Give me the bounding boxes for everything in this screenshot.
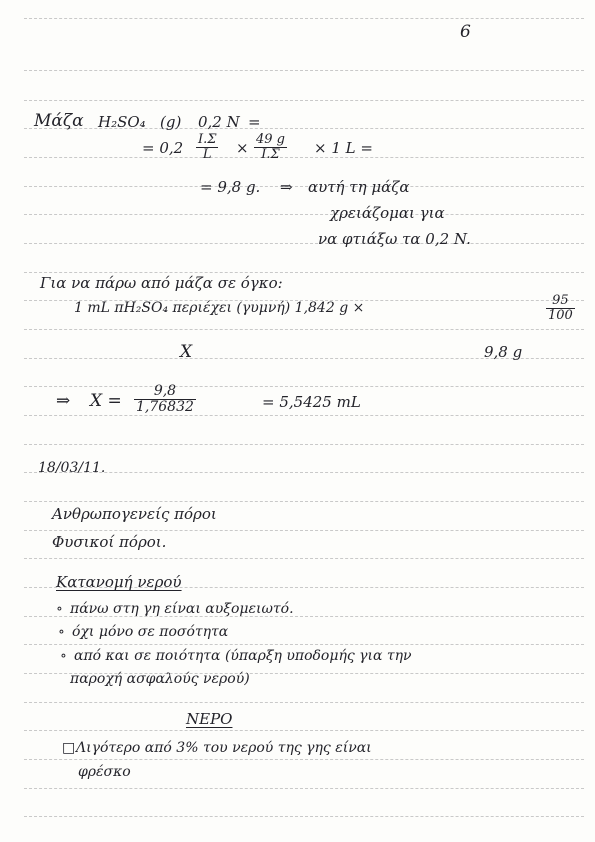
ruled-line [24, 70, 584, 71]
fraction-purity [546, 294, 575, 322]
water-statement: Λιγότερο από 3% του νερού της γης είναι [76, 740, 372, 756]
ruled-line [24, 386, 584, 387]
volume-question: Για να πάρω από μάζα σε όγκο: [40, 274, 283, 292]
date: 18/03/11. [38, 460, 106, 476]
fraction-denominator: 100 [548, 307, 573, 323]
note-line-2: χρειάζομαι για [330, 204, 445, 222]
note-line-1: αυτή τη μάζα [308, 178, 410, 196]
times-sign: × [236, 139, 249, 157]
resource-item: Φυσικοί πόροι. [52, 533, 167, 551]
fraction-numerator: 49 g [256, 132, 285, 147]
ruled-line [24, 501, 584, 502]
implies-arrow: ⇒ [280, 178, 293, 196]
page-number: 6 [460, 22, 471, 42]
ruled-line [24, 214, 584, 215]
result-arrow: ⇒ [56, 391, 71, 411]
fraction-denominator: Ι.Σ [261, 146, 280, 162]
bullet-text: πάνω στη γη είναι αυξομειωτό. [70, 601, 294, 617]
normality-value: 0,2 N [198, 113, 240, 131]
ruled-line [24, 444, 584, 445]
fraction-denominator: 1,76832 [136, 398, 194, 415]
water-statement-continuation: φρέσκο [78, 764, 131, 780]
unknown-x: X [180, 342, 193, 362]
unit-grams: (g) [160, 113, 182, 131]
box-mark: □ [62, 740, 76, 756]
mass-result: = 9,8 g. [200, 178, 261, 196]
ruled-line [24, 644, 584, 645]
volume-term: × 1 L = [314, 139, 373, 157]
fraction-normality [196, 133, 218, 161]
ruled-line [24, 415, 584, 416]
section-heading: Κατανομή νερού [56, 573, 182, 591]
equals-sign: = [248, 113, 261, 131]
bullet-mark: ∘ [58, 624, 65, 640]
ruled-line [24, 702, 584, 703]
result-x: X = [90, 391, 122, 411]
ruled-line [24, 18, 584, 19]
ruled-line [24, 788, 584, 789]
ruled-line [24, 329, 584, 330]
ruled-line [24, 157, 584, 158]
calc-line-start: = 0,2 [142, 139, 184, 157]
ruled-line [24, 472, 584, 473]
fraction-numerator: Ι.Σ [198, 132, 217, 147]
water-title: ΝΕΡΟ [186, 710, 233, 728]
ruled-line [24, 816, 584, 817]
ruled-line [24, 530, 584, 531]
volume-result: = 5,5425 mL [262, 393, 361, 411]
note-line-3: να φτιάξω τα 0,2 N. [318, 230, 471, 248]
formula-h2so4: H₂SO₄ [98, 113, 146, 131]
ruled-line [24, 759, 584, 760]
fraction-numerator: 95 [546, 294, 575, 309]
mass-value: 9,8 g [484, 343, 523, 361]
ruled-line [24, 186, 584, 187]
fraction-denominator: L [202, 146, 212, 162]
ruled-line [24, 558, 584, 559]
ruled-line [24, 100, 584, 101]
fraction-equivalent-mass [254, 133, 287, 161]
bullet-mark: ∘ [60, 648, 67, 664]
mass-label: Μάζα [34, 111, 84, 131]
bullet-text: από και σε ποιότητα (ύπαρξη υποδομής για την [74, 648, 412, 664]
bullet-text-continuation: παροχή ασφαλούς νερού) [70, 671, 250, 687]
ruled-line [24, 243, 584, 244]
ruled-line [24, 272, 584, 273]
bullet-text: όχι μόνο σε ποσότητα [72, 624, 229, 640]
fraction-result [134, 384, 196, 414]
ruled-line [24, 730, 584, 731]
density-statement: 1 mL πH₂SO₄ περιέχει (γυμνή) 1,842 g × [74, 300, 365, 316]
bullet-mark: ∘ [56, 601, 63, 617]
fraction-numerator: 9,8 [134, 384, 196, 400]
resource-item: Ανθρωπογενείς πόροι [52, 505, 217, 523]
